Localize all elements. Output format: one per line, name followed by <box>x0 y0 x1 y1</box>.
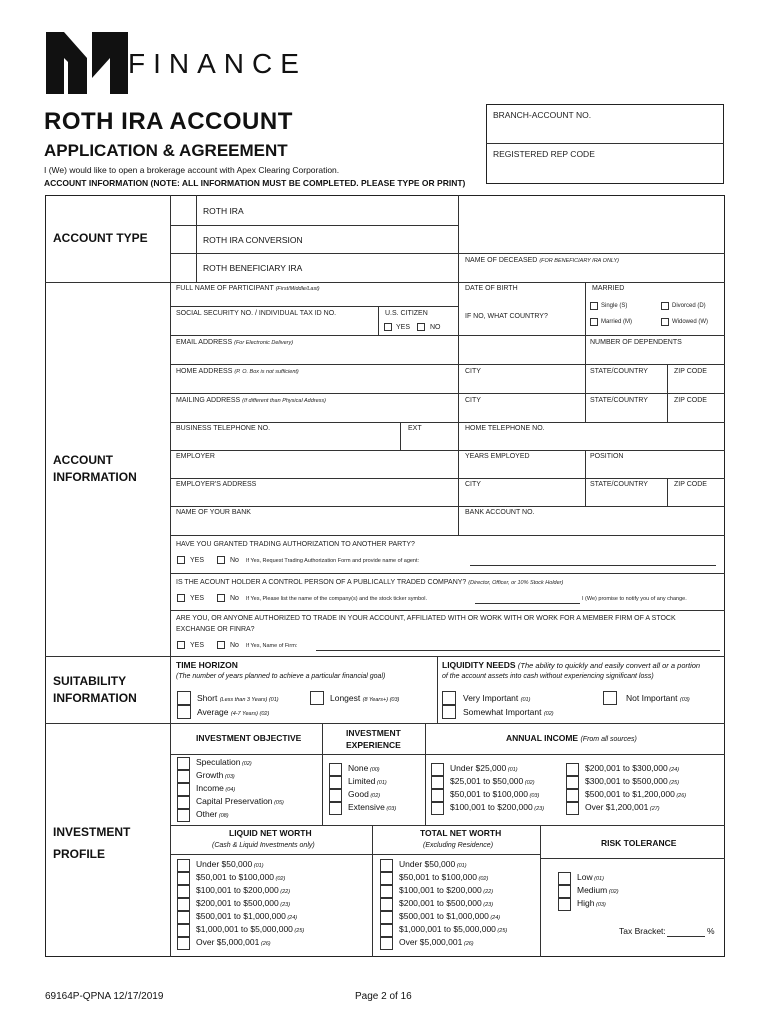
total-net-worth-checkbox[interactable] <box>380 924 393 937</box>
form-subtitle: APPLICATION & AGREEMENT <box>44 141 288 160</box>
risk-tolerance-checkbox[interactable] <box>558 898 571 911</box>
risk-tolerance-checkbox[interactable] <box>558 872 571 885</box>
liquid-net-worth-checkbox[interactable] <box>177 898 190 911</box>
ext-label: EXT <box>408 425 422 432</box>
income-label: Under $25,000 (01) <box>450 763 518 773</box>
liquid-net-worth-label: $500,001 to $1,000,000 (24) <box>196 911 298 921</box>
income-checkbox[interactable] <box>431 802 444 815</box>
income-checkbox[interactable] <box>566 763 579 776</box>
intro-text: I (We) would like to open a brokerage account with Apex Clearing Corporation. <box>44 165 340 175</box>
rep-code-field[interactable] <box>488 161 722 181</box>
account-info-heading: ACCOUNT INFORMATION <box>53 453 137 484</box>
ssn-label: SOCIAL SECURITY NO. / INDIVIDUAL TAX ID NO. <box>176 310 337 317</box>
objective-checkbox[interactable] <box>177 757 190 770</box>
experience-checkbox[interactable] <box>329 789 342 802</box>
experience-header: INVESTMENT EXPERIENCE <box>346 728 401 750</box>
single-label: Single (S) <box>601 303 628 309</box>
affiliation-question-2: EXCHANGE OR FINRA? <box>176 626 255 633</box>
income-label: $50,001 to $100,000 (03) <box>450 789 540 799</box>
branch-account-field[interactable] <box>488 122 722 142</box>
us-citizen-no-label: NO <box>430 324 441 331</box>
us-citizen-label: U.S. CITIZEN <box>385 310 428 317</box>
page-number: Page 2 of 16 <box>355 991 412 1002</box>
home-state-label: STATE/COUNTRY <box>590 368 648 375</box>
objective-header: INVESTMENT OBJECTIVE <box>196 733 302 743</box>
single-checkbox[interactable] <box>590 302 598 310</box>
dependents-label: NUMBER OF DEPENDENTS <box>590 339 682 346</box>
income-checkbox[interactable] <box>431 763 444 776</box>
q3-yes-label: YES <box>190 642 205 649</box>
intro-note: ACCOUNT INFORMATION (NOTE: ALL INFORMATION MUST BE COMPLETED. PLEASE TYPE OR PRINT) <box>44 178 466 188</box>
q1-no-label: No <box>230 557 239 564</box>
risk-tolerance-label: Low (01) <box>577 872 604 882</box>
experience-checkbox[interactable] <box>329 802 342 815</box>
employer-address-label: EMPLOYER'S ADDRESS <box>176 481 257 488</box>
employer-city-label: CITY <box>465 481 481 488</box>
experience-checkbox[interactable] <box>329 776 342 789</box>
somewhat-important-checkbox[interactable] <box>442 705 456 719</box>
liquid-net-worth-label: $50,001 to $100,000 (02) <box>196 872 286 882</box>
tax-bracket-label: Tax Bracket: <box>619 926 666 936</box>
bank-account-label: BANK ACCOUNT NO. <box>465 509 535 516</box>
objective-checkbox[interactable] <box>177 796 190 809</box>
control-person-question: IS THE ACOUNT HOLDER A CONTROL PERSON OF A PUBLICALLY TRADED COMPANY? (Director, Officer, or 10% Stock Holder) <box>176 579 564 586</box>
liquid-net-worth-checkbox[interactable] <box>177 911 190 924</box>
home-zip-label: ZIP CODE <box>674 368 707 375</box>
average-option: Average (4-7 Years) (02) <box>197 707 270 717</box>
trading-authorization-question: HAVE YOU GRANTED TRADING AUTHORIZATION TO ANOTHER PARTY? <box>176 541 415 548</box>
widowed-label: Widowed (W) <box>672 319 709 325</box>
very-important-checkbox[interactable] <box>442 691 456 705</box>
liquid-net-worth-checkbox[interactable] <box>177 859 190 872</box>
position-label: POSITION <box>590 453 624 460</box>
time-horizon-heading: TIME HORIZON <box>176 660 238 670</box>
objective-label: Capital Preservation (05) <box>196 796 284 806</box>
married-label: MARRIED <box>592 285 625 292</box>
income-checkbox[interactable] <box>431 776 444 789</box>
q3-yes-checkbox[interactable] <box>177 641 185 649</box>
short-checkbox[interactable] <box>177 691 191 705</box>
objective-label: Income (04) <box>196 783 236 793</box>
total-net-worth-label: $50,001 to $100,000 (02) <box>399 872 489 882</box>
income-checkbox[interactable] <box>566 789 579 802</box>
mailing-address-label: MAILING ADDRESS (If different than Physical Address) <box>176 397 327 404</box>
total-net-worth-checkbox[interactable] <box>380 898 393 911</box>
divorced-checkbox[interactable] <box>661 302 669 310</box>
married-m-label: Married (M) <box>601 319 632 325</box>
q2-yes-label: YES <box>190 595 205 602</box>
time-horizon-desc: (The number of years planned to achieve a particular financial goal) <box>176 673 386 680</box>
if-no-country-label: IF NO, WHAT COUNTRY? <box>465 313 548 320</box>
liquid-net-worth-label: $200,001 to $500,000 (23) <box>196 898 291 908</box>
us-citizen-no-checkbox[interactable] <box>417 323 425 331</box>
m-logo-icon <box>46 32 128 94</box>
percent-sign: % <box>707 926 715 936</box>
total-net-worth-label: $100,001 to $200,000 (22) <box>399 885 494 895</box>
objective-label: Growth (03) <box>196 770 235 780</box>
experience-checkbox[interactable] <box>329 763 342 776</box>
q3-note: If Yes, Name of Firm: <box>246 643 298 649</box>
total-net-worth-label: $1,000,001 to $5,000,000 (25) <box>399 924 508 934</box>
married-checkbox[interactable] <box>590 318 598 326</box>
mailing-city-label: CITY <box>465 397 481 404</box>
business-phone-label: BUSINESS TELEPHONE NO. <box>176 425 271 432</box>
employer-zip-label: ZIP CODE <box>674 481 707 488</box>
liquid-net-worth-checkbox[interactable] <box>177 872 190 885</box>
roth-beneficiary-checkbox[interactable] <box>172 255 194 280</box>
total-net-worth-label: $200,001 to $500,000 (23) <box>399 898 494 908</box>
option-roth-ira[interactable]: ROTH IRA <box>203 206 244 216</box>
average-checkbox[interactable] <box>177 705 191 719</box>
roth-ira-checkbox[interactable] <box>172 198 194 223</box>
liquid-net-worth-label: Under $50,000 (01) <box>196 859 264 869</box>
total-net-worth-checkbox[interactable] <box>380 872 393 885</box>
rep-code-label: REGISTERED REP CODE <box>493 149 595 159</box>
experience-label: Limited (01) <box>348 776 387 786</box>
home-city-label: CITY <box>465 368 481 375</box>
mailing-state-label: STATE/COUNTRY <box>590 397 648 404</box>
home-phone-label: HOME TELEPHONE NO. <box>465 425 545 432</box>
total-net-worth-label: $500,001 to $1,000,000 (24) <box>399 911 501 921</box>
firm-name-line[interactable] <box>316 650 720 651</box>
q3-no-label: No <box>230 642 239 649</box>
employer-label: EMPLOYER <box>176 453 215 460</box>
q1-yes-label: YES <box>190 557 205 564</box>
income-label: $200,001 to $300,000 (24) <box>585 763 680 773</box>
liquidity-desc: of the account assets into cash without experiencing significant loss) <box>442 673 654 680</box>
somewhat-important-option: Somewhat Important (02) <box>463 707 554 717</box>
income-label: $25,001 to $50,000 (02) <box>450 776 535 786</box>
dob-label: DATE OF BIRTH <box>465 285 518 292</box>
bank-name-label: NAME OF YOUR BANK <box>176 509 251 516</box>
option-roth-beneficiary-ira[interactable]: ROTH BENEFICIARY IRA <box>203 263 303 273</box>
liquid-net-worth-label: Over $5,000,001 (26) <box>196 937 271 947</box>
very-important-option: Very Important (01) <box>463 693 531 703</box>
risk-tolerance-label: High (03) <box>577 898 606 908</box>
objective-checkbox[interactable] <box>177 809 190 822</box>
liquid-net-worth-checkbox[interactable] <box>177 885 190 898</box>
account-type-heading: ACCOUNT TYPE <box>53 231 148 245</box>
q2-no-checkbox[interactable] <box>217 594 225 602</box>
objective-checkbox[interactable] <box>177 770 190 783</box>
branch-account-label: BRANCH-ACCOUNT NO. <box>493 110 592 120</box>
income-label: $100,001 to $200,000 (23) <box>450 802 545 812</box>
experience-label: Good (02) <box>348 789 381 799</box>
q2-note-2: I (We) promise to notify you of any change. <box>582 596 687 602</box>
investment-profile-heading: INVESTMENT PROFILE <box>53 825 131 861</box>
affiliation-question-1: ARE YOU, OR ANYONE AUTHORIZED TO TRADE IN YOUR ACCOUNT, AFFILIATED WITH OR WORK WITH OR WORK FOR A MEMBER FIRM OF A STOCK <box>176 615 676 622</box>
q1-note: If Yes, Request Trading Authorization Form and provide name of agent: <box>246 558 420 564</box>
risk-tolerance-header: RISK TOLERANCE <box>601 838 677 848</box>
form-id: 69164P-QPNA 12/17/2019 <box>45 991 164 1002</box>
objective-checkbox[interactable] <box>177 783 190 796</box>
experience-label: Extensive (03) <box>348 802 397 812</box>
experience-label: None (00) <box>348 763 380 773</box>
us-citizen-yes-checkbox[interactable] <box>384 323 392 331</box>
full-name-label: FULL NAME OF PARTICIPANT (First/Middle/Last) <box>176 285 320 292</box>
years-employed-label: YEARS EMPLOYED <box>465 453 530 460</box>
deceased-label: NAME OF DECEASED (FOR BENEFICIARY IRA ONLY) <box>465 257 619 264</box>
risk-tolerance-checkbox[interactable] <box>558 885 571 898</box>
longest-checkbox[interactable] <box>310 691 324 705</box>
home-address-label: HOME ADDRESS (P. O. Box is not sufficient) <box>176 368 299 375</box>
income-label: $500,001 to $1,200,000 (26) <box>585 789 687 799</box>
q3-no-checkbox[interactable] <box>217 641 225 649</box>
total-net-worth-sub: (Excluding Residence) <box>423 842 494 849</box>
not-important-option: Not Important (03) <box>626 693 690 703</box>
roth-conversion-checkbox[interactable] <box>172 227 194 252</box>
liquid-net-worth-checkbox[interactable] <box>177 924 190 937</box>
q1-yes-checkbox[interactable] <box>177 556 185 564</box>
objective-label: Speculation (02) <box>196 757 252 767</box>
liquid-net-worth-sub: (Cash & Liquid Investments only) <box>212 842 315 849</box>
total-net-worth-label: Under $50,000 (01) <box>399 859 467 869</box>
short-option: Short (Less than 3 Years) (01) <box>197 693 279 703</box>
liquid-net-worth-checkbox[interactable] <box>177 937 190 950</box>
liquid-net-worth-header: LIQUID NET WORTH <box>229 828 312 838</box>
employer-state-label: STATE/COUNTRY <box>590 481 648 488</box>
risk-tolerance-label: Medium (02) <box>577 885 619 895</box>
brand-name: FINANCE <box>128 48 307 79</box>
email-label: EMAIL ADDRESS (For Electronic Delivery) <box>176 339 294 346</box>
form-title: ROTH IRA ACCOUNT <box>44 108 293 135</box>
suitability-heading: SUITABILITY INFORMATION <box>53 674 137 705</box>
q2-yes-checkbox[interactable] <box>177 594 185 602</box>
income-checkbox[interactable] <box>431 789 444 802</box>
q2-no-label: No <box>230 595 239 602</box>
q1-no-checkbox[interactable] <box>217 556 225 564</box>
widowed-checkbox[interactable] <box>661 318 669 326</box>
liquid-net-worth-label: $100,001 to $200,000 (22) <box>196 885 291 895</box>
total-net-worth-label: Over $5,000,001 (26) <box>399 937 474 947</box>
option-roth-ira-conversion[interactable]: ROTH IRA CONVERSION <box>203 235 303 245</box>
income-header: ANNUAL INCOME (From all sources) <box>506 733 637 743</box>
total-net-worth-checkbox[interactable] <box>380 885 393 898</box>
tax-bracket-field[interactable] <box>667 936 705 937</box>
total-net-worth-checkbox[interactable] <box>380 859 393 872</box>
company-ticker-line[interactable] <box>475 603 580 604</box>
income-checkbox[interactable] <box>566 776 579 789</box>
agent-name-line[interactable] <box>470 565 716 566</box>
q2-note: If Yes, Please list the name of the company(s) and the stock ticker symbol. <box>246 596 427 602</box>
longest-option: Longest (8 Years+) (03) <box>330 693 400 703</box>
income-label: Over $1,200,001 (27) <box>585 802 660 812</box>
mailing-zip-label: ZIP CODE <box>674 397 707 404</box>
objective-label: Other (08) <box>196 809 229 819</box>
income-checkbox[interactable] <box>566 802 579 815</box>
income-label: $300,001 to $500,000 (25) <box>585 776 680 786</box>
us-citizen-yes-label: YES <box>396 324 411 331</box>
total-net-worth-header: TOTAL NET WORTH <box>420 828 502 838</box>
liquidity-heading: LIQUIDITY NEEDS (The ability to quickly and easily convert all or a portion <box>442 660 701 670</box>
total-net-worth-checkbox[interactable] <box>380 937 393 950</box>
total-net-worth-checkbox[interactable] <box>380 911 393 924</box>
not-important-checkbox[interactable] <box>603 691 617 705</box>
liquid-net-worth-label: $1,000,001 to $5,000,000 (25) <box>196 924 305 934</box>
divorced-label: Divorced (D) <box>672 303 706 309</box>
